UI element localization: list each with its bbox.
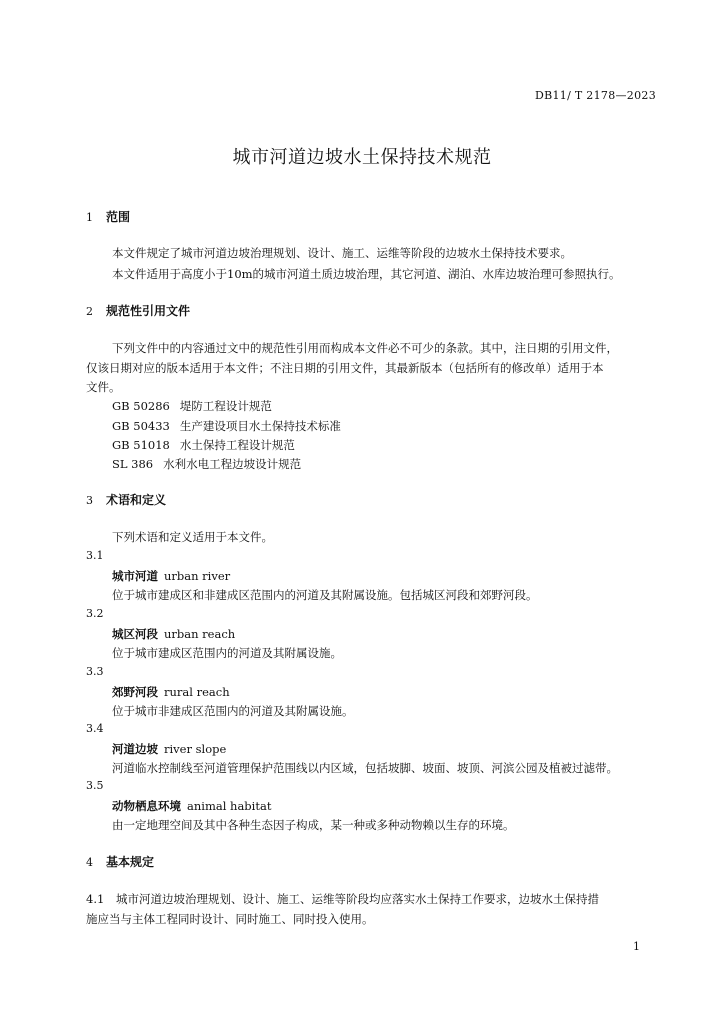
term-en: animal habitat bbox=[187, 799, 272, 813]
section-2-heading bbox=[86, 302, 190, 319]
term-name bbox=[112, 684, 230, 700]
term-zh: 河道边坡 bbox=[112, 742, 158, 756]
section-title: 规范性引用文件 bbox=[106, 304, 191, 318]
section-title: 术语和定义 bbox=[106, 493, 167, 507]
paragraph-line: 下列文件中的内容通过文中的规范性引用而构成本文件必不可少的条款。其中，注日期的引用文件， bbox=[112, 341, 618, 355]
paragraph-line: 仅该日期对应的版本适用于本文件；不注日期的引用文件，其最新版本（包括所有的修改单）适用于本 bbox=[86, 361, 604, 375]
section-number: 2 bbox=[86, 305, 93, 318]
document-title: 城市河道边坡水土保持技术规范 bbox=[232, 147, 492, 168]
paragraph: 本文件适用于高度小于10m的城市河道土质边坡治理，其它河道、湖泊、水库边坡治理可参照执行。 bbox=[112, 267, 621, 281]
term-en: river slope bbox=[164, 742, 227, 756]
reference-code: GB 50286 bbox=[112, 399, 170, 413]
term-name bbox=[112, 626, 235, 642]
term-zh: 城区河段 bbox=[112, 627, 158, 641]
term-name bbox=[112, 798, 271, 814]
reference-item bbox=[112, 456, 301, 472]
section-4-heading bbox=[86, 853, 154, 870]
term-en: rural reach bbox=[164, 685, 230, 699]
reference-item bbox=[112, 418, 341, 434]
page-number: 1 bbox=[633, 940, 640, 953]
term-zh: 城市河道 bbox=[112, 569, 158, 583]
term-definition: 位于城市建成区范围内的河道及其附属设施。 bbox=[112, 646, 342, 660]
term-number: 3.3 bbox=[86, 665, 104, 678]
term-number: 3.4 bbox=[86, 722, 104, 735]
section-title: 范围 bbox=[106, 210, 131, 224]
reference-name: 水土保持工程设计规范 bbox=[179, 438, 295, 452]
section-1-heading bbox=[86, 208, 130, 225]
reference-code: GB 51018 bbox=[112, 438, 170, 452]
reference-name: 堤防工程设计规范 bbox=[179, 399, 272, 413]
term-name bbox=[112, 568, 230, 584]
section-number: 1 bbox=[86, 211, 93, 224]
term-zh: 动物栖息环境 bbox=[112, 799, 181, 813]
section-3-heading bbox=[86, 491, 166, 508]
reference-item bbox=[112, 437, 295, 453]
section-number: 4 bbox=[86, 856, 93, 869]
term-definition: 位于城市非建成区范围内的河道及其附属设施。 bbox=[112, 704, 354, 718]
reference-code: SL 386 bbox=[112, 457, 154, 471]
clause-line: 施应当与主体工程同时设计、同时施工、同时投入使用。 bbox=[86, 912, 374, 926]
term-number: 3.1 bbox=[86, 549, 104, 562]
term-en: urban reach bbox=[164, 627, 236, 641]
document-code: DB11/ T 2178—2023 bbox=[534, 89, 656, 102]
term-zh: 郊野河段 bbox=[112, 685, 158, 699]
term-en: urban river bbox=[164, 569, 231, 583]
paragraph-line: 文件。 bbox=[86, 380, 121, 394]
paragraph: 本文件规定了城市河道边坡治理规划、设计、施工、运维等阶段的边坡水土保持技术要求。 bbox=[112, 246, 572, 260]
reference-code: GB 50433 bbox=[112, 419, 170, 433]
paragraph: 下列术语和定义适用于本文件。 bbox=[112, 530, 273, 544]
clause-text: 城市河道边坡治理规划、设计、施工、运维等阶段均应落实水土保持工作要求，边坡水土保持措 bbox=[116, 892, 599, 906]
term-number: 3.5 bbox=[86, 779, 104, 792]
term-definition: 位于城市建成区和非建成区范围内的河道及其附属设施。包括城区河段和郊野河段。 bbox=[112, 588, 538, 602]
term-number: 3.2 bbox=[86, 607, 104, 620]
term-definition: 由一定地理空间及其中各种生态因子构成，某一种或多种动物赖以生存的环境。 bbox=[112, 818, 515, 832]
reference-name: 水利水电工程边坡设计规范 bbox=[163, 457, 302, 471]
section-number: 3 bbox=[86, 494, 93, 507]
clause-number: 4.1 bbox=[86, 892, 105, 906]
section-title: 基本规定 bbox=[106, 855, 155, 869]
term-name bbox=[112, 741, 226, 757]
term-definition: 河道临水控制线至河道管理保护范围线以内区域，包括坡脚、坡面、坡顶、河滨公园及植被过滤带。 bbox=[112, 761, 618, 775]
clause-line bbox=[86, 891, 599, 907]
reference-item bbox=[112, 398, 272, 414]
reference-name: 生产建设项目水土保持技术标准 bbox=[179, 419, 341, 433]
